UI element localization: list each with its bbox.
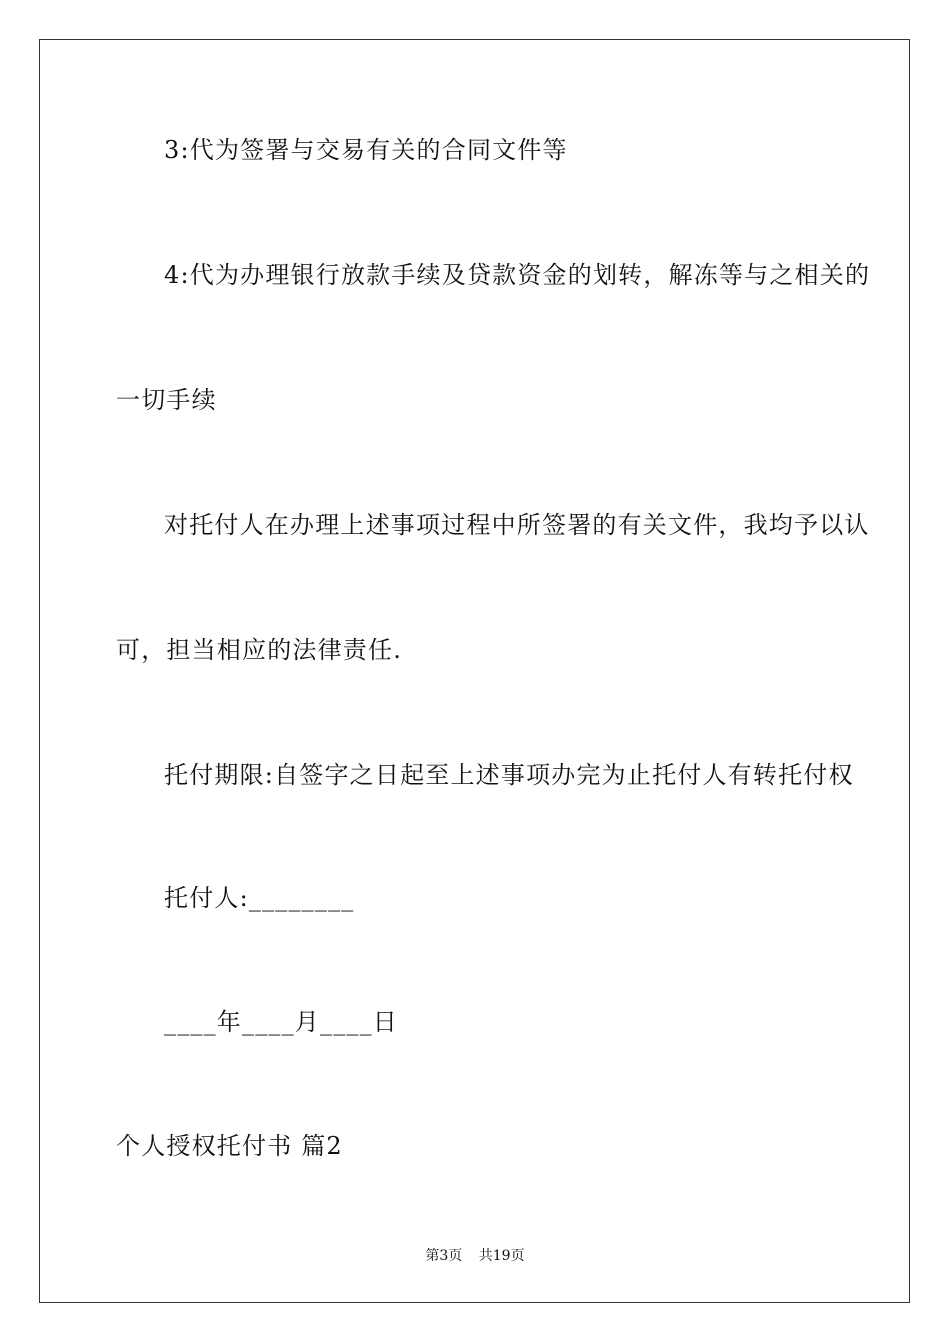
page-number: 第3页 — [425, 1248, 463, 1264]
paragraph-line: 可，担当相应的法律责任. — [116, 636, 403, 664]
page-footer — [0, 1246, 950, 1266]
paragraph-line: 对托付人在办理上述事项过程中所签署的有关文件，我均予以认 — [164, 511, 870, 539]
signature-line: 托付人:________ — [164, 884, 355, 912]
paragraph-line: 一切手续 — [116, 386, 217, 414]
paragraph-line: 4:代为办理银行放款手续及贷款资金的划转，解冻等与之相关的 — [164, 261, 871, 289]
page-total: 共19页 — [478, 1248, 525, 1264]
section-heading: 个人授权托付书 篇2 — [116, 1132, 343, 1160]
paragraph-line: 3:代为签署与交易有关的合同文件等 — [164, 136, 568, 164]
page-border — [39, 39, 910, 1303]
paragraph-line: 托付期限:自签字之日起至上述事项办完为止托付人有转托付权 — [164, 761, 854, 789]
date-line: ____年____月____日 — [164, 1008, 398, 1036]
